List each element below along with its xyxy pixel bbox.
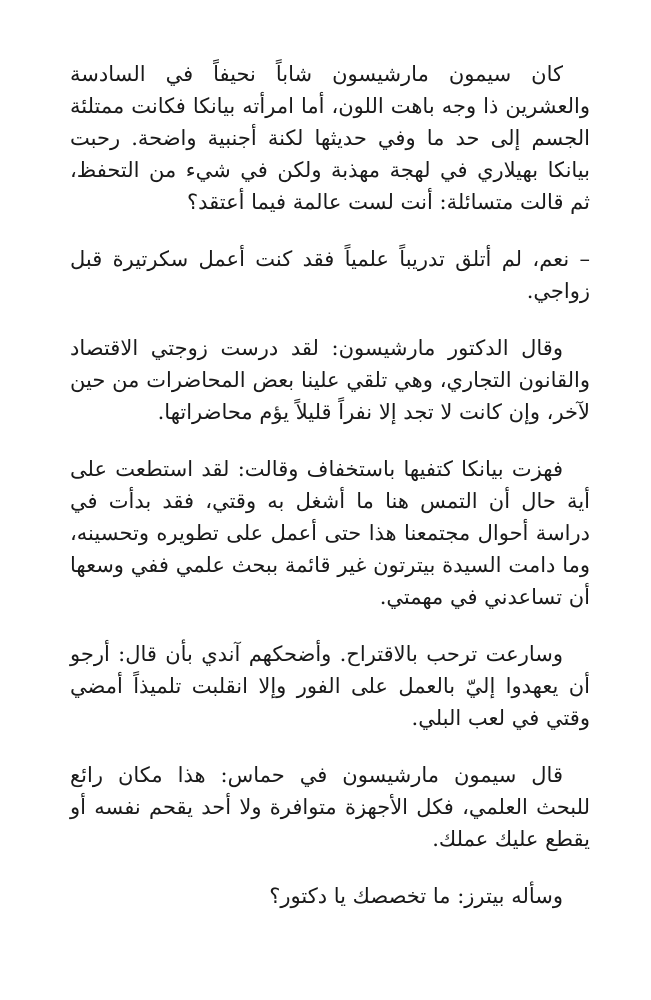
paragraph-marchison-wife: وقال الدكتور مارشيسون: لقد درست زوجتي الاقتصاد والقانون التجاري، وهي تلقي علينا بعض المحاضرات من حين لآخر، وإن كانت لا تجد إلا نفراً قليلاً يؤم محاضراتها. (70, 336, 590, 424)
book-page (70, 58, 590, 912)
paragraph-bianca-reply: فهزت بيانكا كتفيها باستخفاف وقالت: لقد استطعت على أية حال أن التمس هنا ما أشغل به وقتي، فقد بدأت في دراسة أحوال مجتمعنا هذا حتى أعمل على تطويره وتحسينه، وما دامت السيدة بيترتون غير قائمة ببحث علمي ففي وسعها أن تساعدني في مهمتي. (70, 457, 590, 609)
paragraph-intro: كان سيمون مارشيسون شاباً نحيفاً في السادسة والعشرين ذا وجه باهت اللون، أما امرأته بيانكا فكانت ممتلئة الجسم إلى حد ما وفي حديثها لكنة أجنبية واضحة. رحبت بيانكا بهيلاري في لهجة مهذبة ولكن في شيء من التحفظ، ثم قالت متسائلة: أنت لست عالمة فيما أعتقد؟ (70, 62, 590, 214)
paragraph-simon-enthusiasm: قال سيمون مارشيسون في حماس: هذا مكان رائع للبحث العلمي، فكل الأجهزة متوافرة ولا أحد يقحم نفسه أو يقطع عليك عملك. (70, 763, 590, 851)
paragraph-hilary-reply: – نعم، لم أتلق تدريباً علمياً فقد كنت أعمل سكرتيرة قبل زواجي. (70, 247, 590, 303)
paragraph-peters-question: وسأله بيترز: ما تخصصك يا دكتور؟ (269, 884, 563, 908)
paragraph-andy-joke: وسارعت ترحب بالاقتراح. وأضحكهم آندي بأن قال: أرجو أن يعهدوا إليّ بالعمل على الفور وإلا انقلبت تلميذاً أمضي وقتي في لعب البلي. (70, 642, 590, 730)
